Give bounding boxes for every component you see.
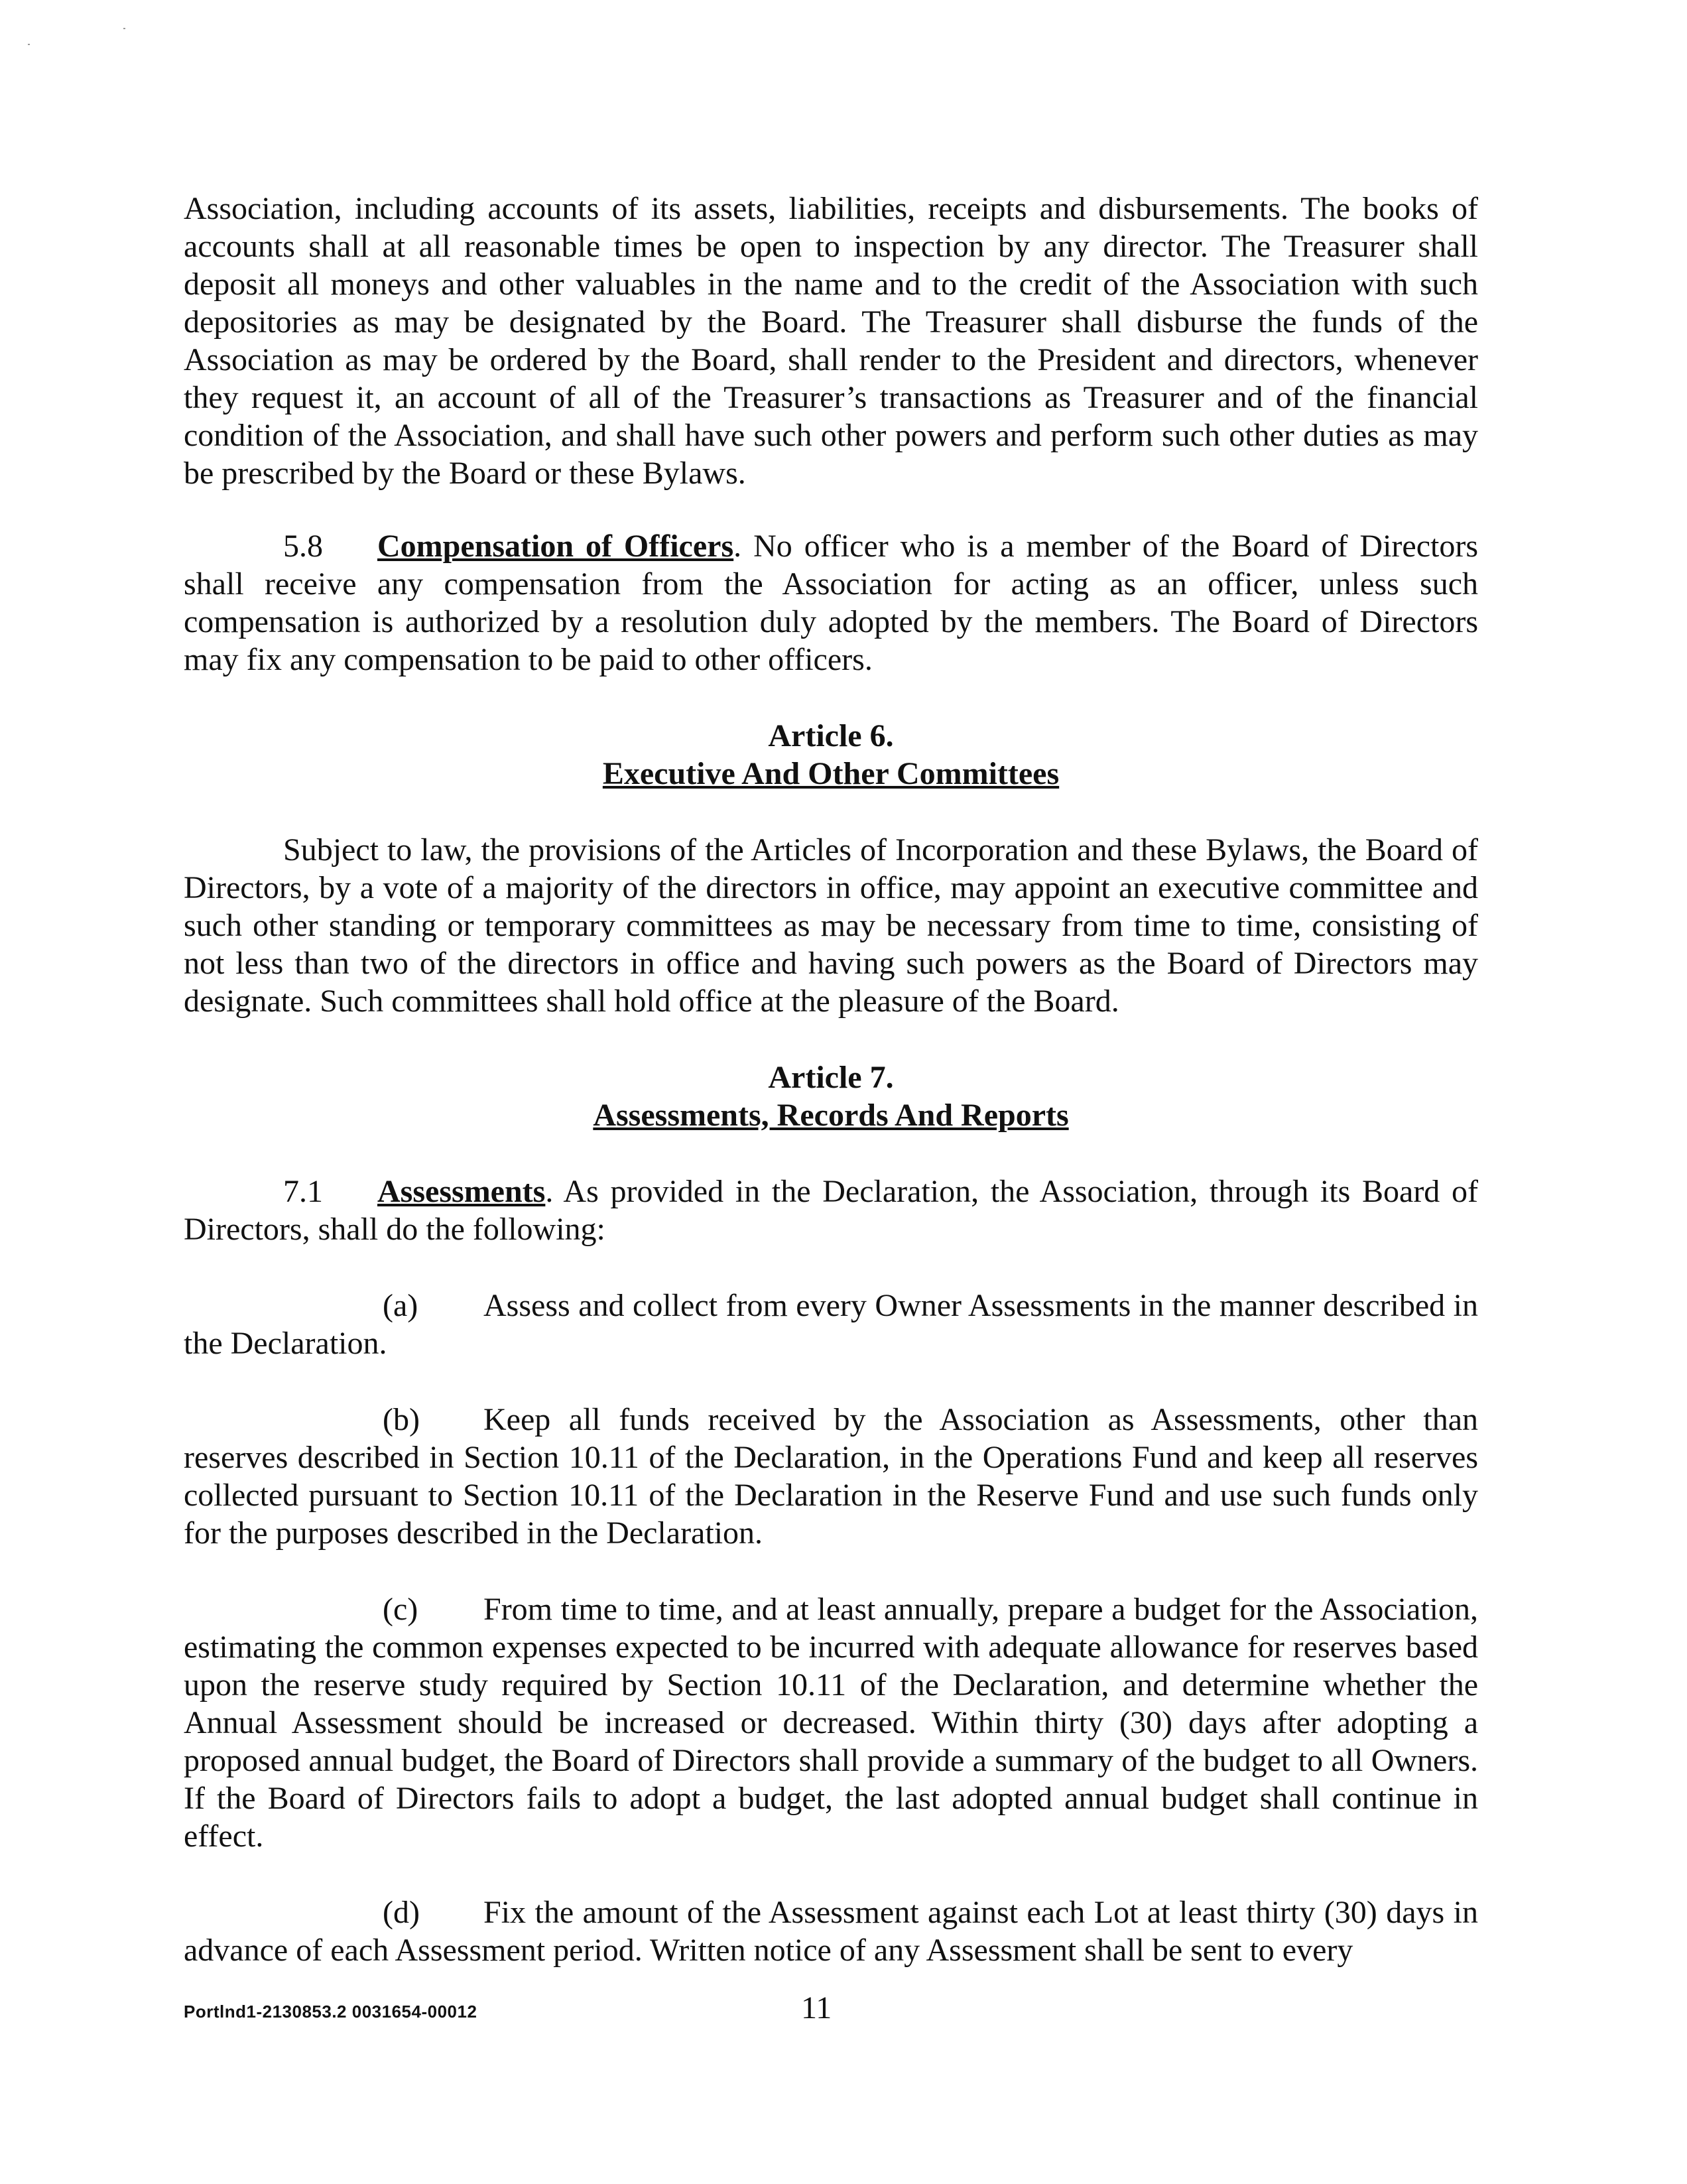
paragraph-treasurer-duties: Association, including accounts of its assets, liabilities, receipts and disbursements. The books of accounts shall at all reasonable times be open to inspection by any director. The Treasurer shall deposit all moneys and other valuables in the name and to the credit of the Association with such depositories as may be designated by the Board. The Treasurer shall disburse the funds of the Association as may be ordered by the Board, shall render to the President and directors, whenever they request it, an account of all of the Treasurer’s transactions as Treasurer and of the financial condition of the Association, and shall have such other powers and perform such other duties as may be prescribed by the Board or these Bylaws. <box>184 191 1478 491</box>
article-7-number: Article 7. <box>768 1060 894 1095</box>
subsection-text: Fix the amount of the Assessment against each Lot at least thirty (30) days in advance of each Assessment period. Written notice of any Assessment shall be sent to every <box>184 1895 1478 1968</box>
page-body <box>184 190 1478 1969</box>
subsection-text: Assess and collect from every Owner Assessments in the manner described in the Declaration. <box>184 1288 1478 1361</box>
scan-speck <box>28 44 30 45</box>
page-number: 11 <box>801 1990 832 2025</box>
subsection-c <box>184 1590 1478 1855</box>
article-6-number: Article 6. <box>768 718 894 753</box>
section-text: . No officer who is a member of the Board of Directors shall receive any compensation from the Association for acting as an officer, unless such compensation is authorized by a resolution duly adopted by the members. The Board of Directors may fix any compensation to be paid to other officers. <box>184 529 1479 677</box>
article-6-text: Subject to law, the provisions of the Articles of Incorporation and these Bylaws, the Board of Directors, by a vote of a majority of the directors in office, may appoint an executive committee and such other standing or temporary committees as may be necessary from time to time, consisting of not less than two of the directors in office and having such powers as the Board of Directors may designate. Such committees shall hold office at the pleasure of the Board. <box>184 832 1478 1019</box>
section-heading: Assessments <box>377 1174 546 1209</box>
subsection-label: (d) <box>383 1895 420 1930</box>
article-7-title-line <box>184 1096 1478 1134</box>
article-6-title-line <box>184 755 1478 793</box>
section-number: 5.8 <box>283 529 323 564</box>
subsection-label: (a) <box>383 1288 418 1323</box>
subsection-b <box>184 1401 1478 1552</box>
subsection-text: Keep all funds received by the Association as Assessments, other than reserves described in Section 10.11 of the Declaration, in the Operations Fund and keep all reserves collected pursuant to Section 10.11 of the Declaration in the Reserve Fund and use such funds only for the purposes described in the Declaration. <box>184 1402 1478 1551</box>
article-6-title: Executive And Other Committees <box>602 756 1060 791</box>
subsection-label: (b) <box>383 1402 420 1437</box>
subsection-d <box>184 1894 1478 1969</box>
section-heading: Compensation of Officers <box>377 529 734 564</box>
section-number: 7.1 <box>283 1174 323 1209</box>
section-text: . As provided in the Declaration, the Association, through its Board of Directors, shall do the following: <box>184 1174 1478 1247</box>
scan-speck <box>123 28 125 29</box>
document-id-footer: Portlnd1-2130853.2 0031654-00012 <box>184 2002 477 2022</box>
article-7-title: Assessments, Records And Reports <box>593 1098 1069 1133</box>
section-7-1 <box>184 1173 1478 1248</box>
subsection-text: From time to time, and at least annually, prepare a budget for the Association, estimating the common expenses expected to be incurred with adequate allowance for reserves based upon the reserve study required by Section 10.11 of the Declaration, and determine whether the Annual Assessment should be increased or decreased. Within thirty (30) days after adopting a proposed annual budget, the Board of Directors shall provide a summary of the budget to all Owners. If the Board of Directors fails to adopt a budget, the last adopted annual budget shall continue in effect. <box>184 1592 1478 1854</box>
section-5-8 <box>184 527 1478 678</box>
subsection-label: (c) <box>383 1592 418 1627</box>
subsection-a <box>184 1287 1478 1362</box>
